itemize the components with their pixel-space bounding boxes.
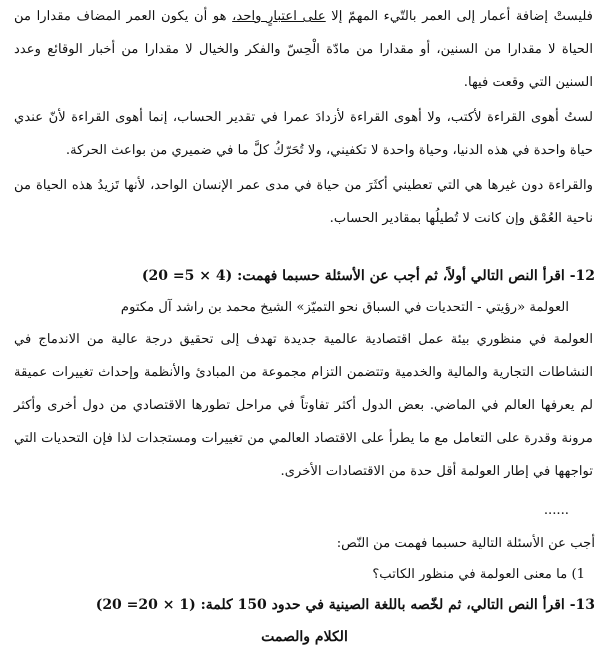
q12-ellipsis: ......: [543, 503, 569, 518]
intro-p1-underlined: على اعتبارٍ واحد،: [232, 9, 326, 24]
q12-instruction: أجب عن الأسئلة التالية حسبما فهمت من النّص:: [336, 536, 595, 551]
intro-paragraph-2: لستُ أهوى القراءة لأكتب، ولا أهوى القراءة لأزدادَ عمرا في تقدير الحساب، إنما أهوى القراءة لأنّ عندي حياة واحدة في هذه الدنيا، وحياة واحدة لا تكفيني، ولا تُحَرّكُ كلَّ ما في ضميري من بواعث الحركة.: [14, 110, 593, 158]
intro-paragraph-3: والقراءة دون غيرها هي التي تعطيني أكثَرَ من حياة في مدى عمر الإنسان الواحد، لأنها تَزيدُ هذه الحياة من ناحية العُمْق وإن كانت لا تُطيلُها بمقادير الحساب.: [14, 178, 593, 226]
q12-heading: 12- اقرأ النص التالي أولاً، ثم أجب عن الأسئلة حسبما فهمت: (4 × 5= 20): [141, 268, 595, 284]
intro-p1-text-a: فليستْ إضافة أعمار إلى العمر بالتّيء المهمّ إلا: [325, 9, 593, 24]
q12-passage: العولمة في منظوري بيئة عمل اقتصادية عالمية جديدة تهدف إلى تحقيق درجة عالية من الاندماج في النشاطات التجارية والمالية والخدمية وتتضمن التزام مجموعة من المبادئ والأنظمة وإحداث تغييرات عميقة لم يعرفها العالم في الماضي. بعض الدول أكثر تفاوتاً في مراحل تطورها الاقتصادي من دول أخرى وأكثر مرونة وقدرة على التعامل مع ما يطرأ على الاقتصاد العالمي من تغييرات ومستجدات لذا فإن التحديات التي تواجهها في إطار العولمة أقل حدة من الاقتصادات الأخرى.: [14, 332, 593, 479]
intro-p1-text-b: هو أن يكون العمر المضاف مقدارا من الحياة لا مقدارا من السنين، أو مقدارا من مادّة الْحِسّ والفكر والخيال لا مقدارا من أخبار الوقائع وعدد السنين التي وقعت فيها.: [14, 9, 593, 90]
intro-paragraph-1: [14, 0, 593, 99]
q12-source: العولمة «رؤيتي - التحديات في السباق نحو التميّز» الشيخ محمد بن راشد آل مكتوم: [120, 300, 569, 315]
q12-question-1: 1) ما معنى العولمة في منظور الكاتب؟: [372, 567, 585, 582]
q13-title: الكلام والصمت: [261, 629, 348, 645]
q13-heading: 13- اقرأ النص التالي، ثم لخّصه باللغة الصينية في حدود 150 كلمة: (1 × 20= 20): [95, 597, 595, 613]
